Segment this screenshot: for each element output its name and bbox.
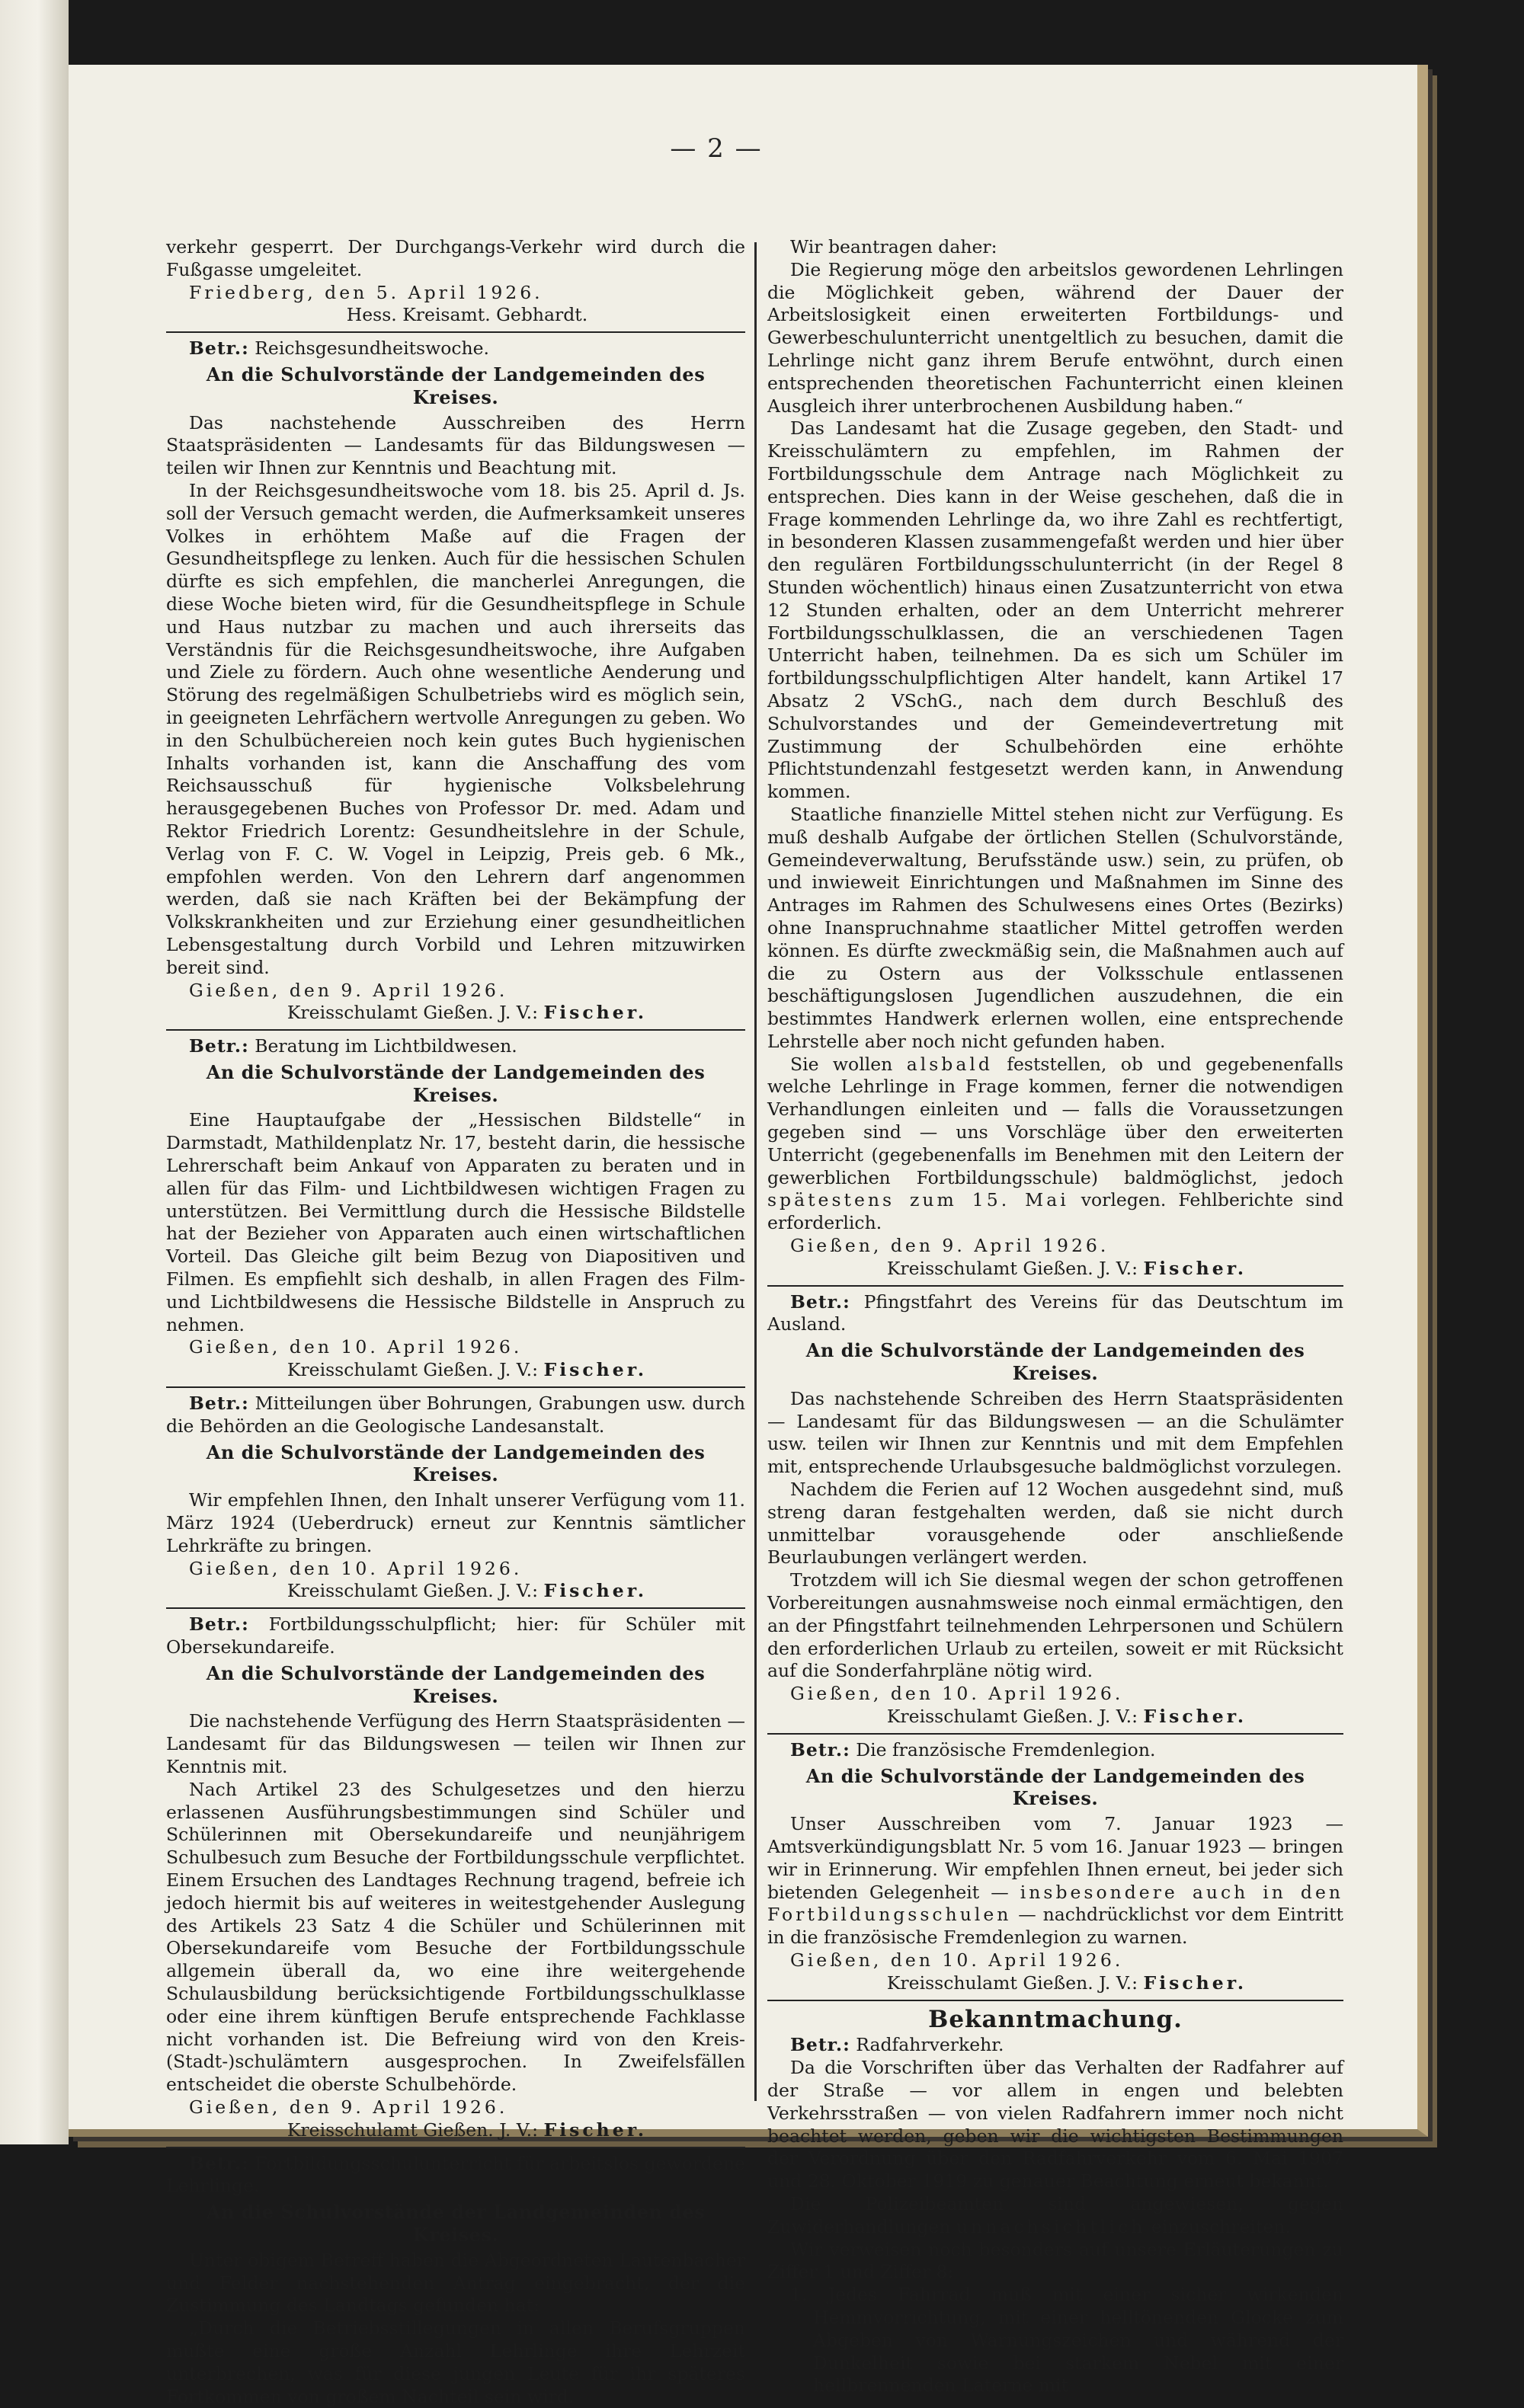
place-date: Gießen, den 9. April 1926. [790, 1235, 1109, 1257]
betr-line: Betr.: Reichsgesundheitswoche. [189, 337, 490, 360]
section-arbeitslose-lehrlinge-cont [767, 236, 1343, 1281]
paragraph: Unter obigem Betreff haben die Abgeordneten Lautenbacher und Felder nachstehenden Antrag eingebracht, der die Zustimmung des Landtags gefunden hat: [166, 2249, 745, 2317]
section-heading: An die Schulvorstände der Landgemeinden des Kreises. [206, 363, 706, 408]
betr-line: Betr.: Radfahrverkehr. [790, 2034, 1004, 2056]
paragraph: Die Regierung möge den arbeitslos gewordenen Lehrlingen die Möglichkeit geben, während der Dauer der Arbeitslosigkeit einen erweiterten Fortbildungs- und Gewerbeschulunterricht unentgeltlich zu besuchen, damit die Lehrlinge nicht ganz ihrem Berufe entwöhnt, durch einen entsprechenden theoretischen Fachunterricht einen kleinen Ausgleich ihrer unterbrochenen Ausbildung haben.“ [767, 258, 1343, 417]
section-health-week [166, 337, 745, 1025]
left-column [166, 236, 745, 2408]
paragraph: Da die Vorschriften über das Verhalten der Radfahrer auf der Straße — vor allem in engen und belebten Verkehrsstraßen — von vielen Radfahrern immer noch nicht beachtet werden, geben wir die wichtigsten Bestimmungen der Verordnung über den Radfahrverkehr vom 6. Mai 1907 und 28. Oktober 1919 zu genauer Beachtung erneut bekannt. [767, 2057, 1343, 2192]
intro-section [166, 236, 745, 327]
place-date: Gießen, den 10. April 1926. [790, 1683, 1124, 1705]
paragraph: Eine Hauptaufgabe der „Hessischen Bildstelle“ in Darmstadt, Mathildenplatz Nr. 17, besteht darin, die hessische Lehrerschaft beim Ankauf von Apparaten zu beraten und in allen für das Film- und Lichtbildwesen wichtigen Fragen zu unterstützen. Bei Vermittlung durch die Hessische Bildstelle hat der Bezieher von Apparaten auch einen wirtschaftlichen Vorteil. Das Gleiche gilt beim Bezug von Diapositiven und Filmen. Es empfiehlt sich deshalb, in allen Fragen des Film- und Lichtbildwesens die Hessische Bildstelle in Anspruch zu nehmen. [166, 1109, 745, 1335]
paragraph: Das nachstehende Schreiben des Herrn Staatspräsidenten — Landesamt für das Bildungswesen — an die Schulämter usw. teilen wir Ihnen zur Kenntnis und mit dem Empfehlen mit, entsprechende Urlaubsgesuche baldmöglichst vorzulegen. [767, 1387, 1343, 1478]
signature: Kreisschulamt Gießen. J. V.: Fischer. [886, 1971, 1247, 1994]
section-pfingstfahrt [767, 1291, 1343, 1728]
betr-line: Betr.: Pfingstfahrt des Vereins für das Deutschtum im Ausland. [767, 1290, 1343, 1335]
paragraph: Nach Artikel 23 des Schulgesetzes und den hierzu erlassenen Ausführungsbestimmungen sind Schüler und Schülerinnen mit Obersekundareife und neunjährigem Schulbesuch zum Besuche der Fortbildungsschule verpflichtet. Einem Ersuchen des Landtages Rechnung tragend, befreie ich jedoch hiermit bis auf weiteres in weitestgehender Auslegung des Artikels 23 Satz 4 die Schüler und Schülerinnen mit Obersekundareife vom Besuche der Fortbildungsschule allgemein überall da, wo eine ihre weitergehende Schulausbildung berücksichtigende Fortbildungsschulklasse oder eine ihrem künftigen Berufe entsprechende Fachklasse nicht vorhanden ist. Die Befreiung wird von den Kreis-(Stadt-)schulämtern ausgesprochen. In Zweifelsfällen entscheidet die oberste Schulbehörde. [166, 1778, 745, 2096]
section-heading: An die Schulvorstände der Landgemeinden des Kreises. [206, 1441, 706, 1486]
section-lichtbild [166, 1035, 745, 1382]
signature: Kreisschulamt Gießen. J. V.: Fischer. [287, 2119, 648, 2141]
place-date: Gießen, den 9. April 1926. [189, 2096, 508, 2118]
section-heading: An die Schulvorstände der Landgemeinden des Kreises. [805, 1764, 1305, 1810]
divider-rule [166, 331, 745, 333]
divider-rule [166, 1386, 745, 1388]
place-date: Gießen, den 9. April 1926. [189, 979, 508, 1001]
right-column [767, 236, 1343, 2397]
paragraph: Nachdem die Ferien auf 12 Wochen ausgedehnt sind, muß streng daran festgehalten werden, daß sie nicht durch unmittelbar vorausgehende oder anschließende Beurlaubungen verlängert werden. [767, 1479, 1343, 1569]
section-heading: An die Schulvorstände der Landgemeinden des Kreises. [206, 2201, 706, 2246]
page-number: — 2 — [670, 133, 763, 164]
place-date: Gießen, den 10. April 1926. [189, 1336, 523, 1358]
paragraph: Das nachstehende Ausschreiben des Herrn Staatspräsidenten — Landesamts für das Bildungswesen — teilen wir Ihnen zur Kenntnis und Beachtung mit. [166, 411, 745, 479]
section-arbeitslose-lehrlinge [166, 2153, 745, 2408]
betr-line: Betr.: Mitteilungen über Bohrungen, Grabungen usw. durch die Behörden an die Geologische Landesanstalt. [166, 1393, 745, 1437]
paragraph: Das Landesamt hat die Zusage gegeben, den Stadt- und Kreisschulämtern zu empfehlen, im Rahmen der Fortbildungsschule dem Antrage nach Möglichkeit zu entsprechen. Dies kann in der Weise geschehen, daß die in Frage kommenden Lehrlinge da, wo ihre Zahl es rechtfertigt, in besonderen Klassen zusammengefaßt werden und hier über den regulären Fortbildungsschulunterricht (in der Regel 8 Stunden wöchentlich) hinaus einen Zusatzunterricht von etwa 12 Stunden erhalten, oder an dem Unterricht mehrerer Fortbildungsschulklassen, die an verschiedenen Tagen Unterricht haben, teilnehmen. Da es sich um Schüler im fortbildungsschulpflichtigen Alter handelt, kann Artikel 17 Absatz 2 VSchG., nach dem durch Beschluß des Schulvorstandes und der Gemeindevertretung mit Zustimmung der Schulbehörden eine erhöhte Pflichtstundenzahl festgesetzt werden kann, in Anwendung kommen. [767, 417, 1343, 803]
betr-line: Betr.: Beratung im Lichtbildwesen. [189, 1035, 517, 1057]
bekanntmachung-title: Bekanntmachung. [928, 2005, 1183, 2033]
divider-rule [767, 1733, 1343, 1735]
divider-rule [166, 1607, 745, 1609]
section-fortbildung-pflicht [166, 1613, 745, 2141]
paragraph: Wir beantragen daher: [790, 236, 997, 257]
signature: Kreisschulamt Gießen. J. V.: Fischer. [886, 1257, 1247, 1279]
signature: Kreisschulamt Gießen. J. V.: Fischer. [287, 1580, 648, 1602]
book-gutter [0, 0, 69, 2144]
paragraph: Staatliche finanzielle Mittel stehen nicht zur Verfügung. Es muß deshalb Aufgabe der örtlichen Stellen (Schulvorstände, Gemeindeverwaltung, Berufsstände usw.) sein, zu prüfen, ob und inwieweit Einrichtungen und Maßnahmen im Sinne des Antrages im Rahmen des Schulwesens eines Ortes (Bezirks) ohne Inanspruchnahme staatlicher Mittel getroffen werden können. Es dürfte zweckmäßig sein, die Maßnahmen auch auf die zu Ostern aus der Volksschule entlassenen beschäftigungslosen Jugendlichen auszudehnen, die ein bestimmtes Handwerk erlernen wollen, eine entsprechende Lehrstelle aber noch nicht gefunden haben. [767, 803, 1343, 1052]
section-bohrungen [166, 1393, 745, 1603]
paragraph: Unser Ausschreiben vom 7. Januar 1923 — Amtsverkündigungsblatt Nr. 5 vom 16. Januar 1923 — bringen wir in Erinnerung. Wir empfehlen Ihnen erneut, bei jeder sich bietenden Gelegenheit — insbesondere auch in den Fortbildungsschulen — nachdrücklichst vor dem Eintritt in die französische Fremdenlegion zu warnen. [767, 1813, 1343, 1949]
divider-rule [767, 1285, 1343, 1287]
place-date: Gießen, den 10. April 1926. [790, 1949, 1124, 1971]
paragraph: Die nachstehende Verfügung des Herrn Staatspräsidenten — Landesamt für das Bildungswesen — teilen wir Ihnen zur Kenntnis mit. [166, 1710, 745, 1777]
betr-line: Betr.: Fortbildungsschulpflicht; hier: für Schüler mit Obersekundareife. [166, 1613, 745, 1658]
paragraph: Sie wollen alsbald feststellen, ob und gegebenenfalls welche Lehrlinge in Frage kommen, ferner die notwendigen Verhandlungen einleiten und — falls die Voraussetzungen gegeben sind — uns Vorschläge über den erweiterten Unterricht (gegebenenfalls im Benehmen mit den Leitern der gewerblichen Fortbildungsschule) baldmöglichst, jedoch spätestens zum 15. Mai vorlegen. Fehlberichte sind erforderlich. [767, 1053, 1343, 1234]
section-radfahrverkehr [767, 2005, 1343, 2398]
signature: Kreisschulamt Gießen. J. V.: Fischer. [886, 1706, 1247, 1727]
divider-rule [166, 1029, 745, 1031]
signature: Kreisschulamt Gießen. J. V.: Fischer. [287, 1002, 648, 1024]
divider-rule [166, 2147, 745, 2148]
place-date: Gießen, den 10. April 1926. [189, 1557, 523, 1579]
divider-rule [767, 2000, 1343, 2001]
betr-line: Betr.: Die französische Fremdenlegion. [790, 1738, 1156, 1760]
paragraph: Wir empfehlen Ihnen, den Inhalt unserer Verfügung vom 11. März 1924 (Ueberdruck) erneut zur Kenntnis sämtlicher Lehrkräfte zu bringen. [166, 1489, 745, 1556]
paragraph: Trotzdem will ich Sie diesmal wegen der schon getroffenen Vorbereitungen ausnahmsweise noch einmal ermächtigen, den an der Pfingstfahrt teilnehmenden Lehrpersonen und Schülern den erforderlichen Urlaub zu erteilen, soweit er mit Rücksicht auf die Sonderfahrpläne nötig wird. [767, 1569, 1343, 1682]
paragraph: „Durch die Betriebsstillegungen in allen Berufsgruppen mußte eine große Anzahl Lehrlinge ihre Lehrzeit unterbrechen, was für diese jungen Leute für ihr späteres Fortkommen von großem Nachteil sein wird. [166, 2317, 745, 2407]
paragraph: In der Reichsgesundheitswoche vom 18. bis 25. April d. Js. soll der Versuch gemacht werden, die Aufmerksamkeit unseres Volkes in erhöhtem Maße auf die Fragen der Gesundheitspflege zu lenken. Auch für die hessischen Schulen dürfte es sich empfehlen, die mancherlei Anregungen, die diese Woche bieten wird, für die Gesundheitspflege in Schule und Haus nutzbar zu machen und auch ihrerseits das Verständnis für die Reichsgesundheitswoche, ihre Aufgaben und Ziele zu fördern. Auch ohne wesentliche Aenderung und Störung des regelmäßigen Schulbetriebs wird es möglich sein, in geeigneten Lehrfächern wertvolle Anregungen zu geben. Wo in den Schulbüchereien noch kein gutes Buch hygienischen Inhalts vorhanden ist, kann die Anschaffung des vom Reichsausschuß für hygienische Volksbelehrung herausgegebenen Buches von Professor Dr. med. Adam und Rektor Friedrich Lorentz: Gesundheitslehre in der Schule, Verlag von F. C. W. Vogel in Leipzig, Preis geb. 6 Mk., empfohlen werden. Von den Lehrern darf angenommen werden, daß sie nach Kräften bei der Bekämpfung der Volkskrankheiten und zur Erziehung einer gesundheitlichen Lebensgestaltung durch Vorbild und Lehren mitzuwirken bereit sind. [166, 479, 745, 978]
signature: Kreisschulamt Gießen. J. V.: Fischer. [287, 1359, 648, 1381]
section-heading: An die Schulvorstände der Landgemeinden des Kreises. [805, 1339, 1305, 1385]
paragraph: Die Polizeibeamten sind angewiesen, gegen Zuwiderhandlungen unnachsichtlich einzuschreiten. [767, 2192, 1343, 2237]
paragraph: Wir verweisen noch besonders auf unsere Erläuterungen zu Ziffer 1 und Ziffer 8: [767, 2238, 1343, 2283]
betr-line: Betr.: Fortbildungsschulunterricht für arbeitslos gewordene Lehrlinge. [166, 2152, 745, 2197]
column-divider [754, 242, 757, 2101]
intro-place: Friedberg, den 5. April 1926. [189, 281, 543, 303]
section-fremdenlegion [767, 1739, 1343, 1995]
intro-signature: Hess. Kreisamt. Gebhardt. [346, 304, 588, 326]
section-heading: An die Schulvorstände der Landgemeinden des Kreises. [206, 1661, 706, 1707]
intro-text: verkehr gesperrt. Der Durchgangs-Verkehr wird durch die Fußgasse umgeleitet. [166, 236, 745, 280]
list-item: 1. Jedes Fahrrad muß mit einer sicher wirkenden Hemmvorrichtung, mit einer helltönenden Glocke zum Abgeben von Warnungszeichen und während der Dunkelheit sowie bei starkem Nebel mit einer hellbrennenden Laterne mit [790, 2284, 1343, 2397]
section-heading: An die Schulvorstände der Landgemeinden des Kreises. [206, 1060, 706, 1106]
